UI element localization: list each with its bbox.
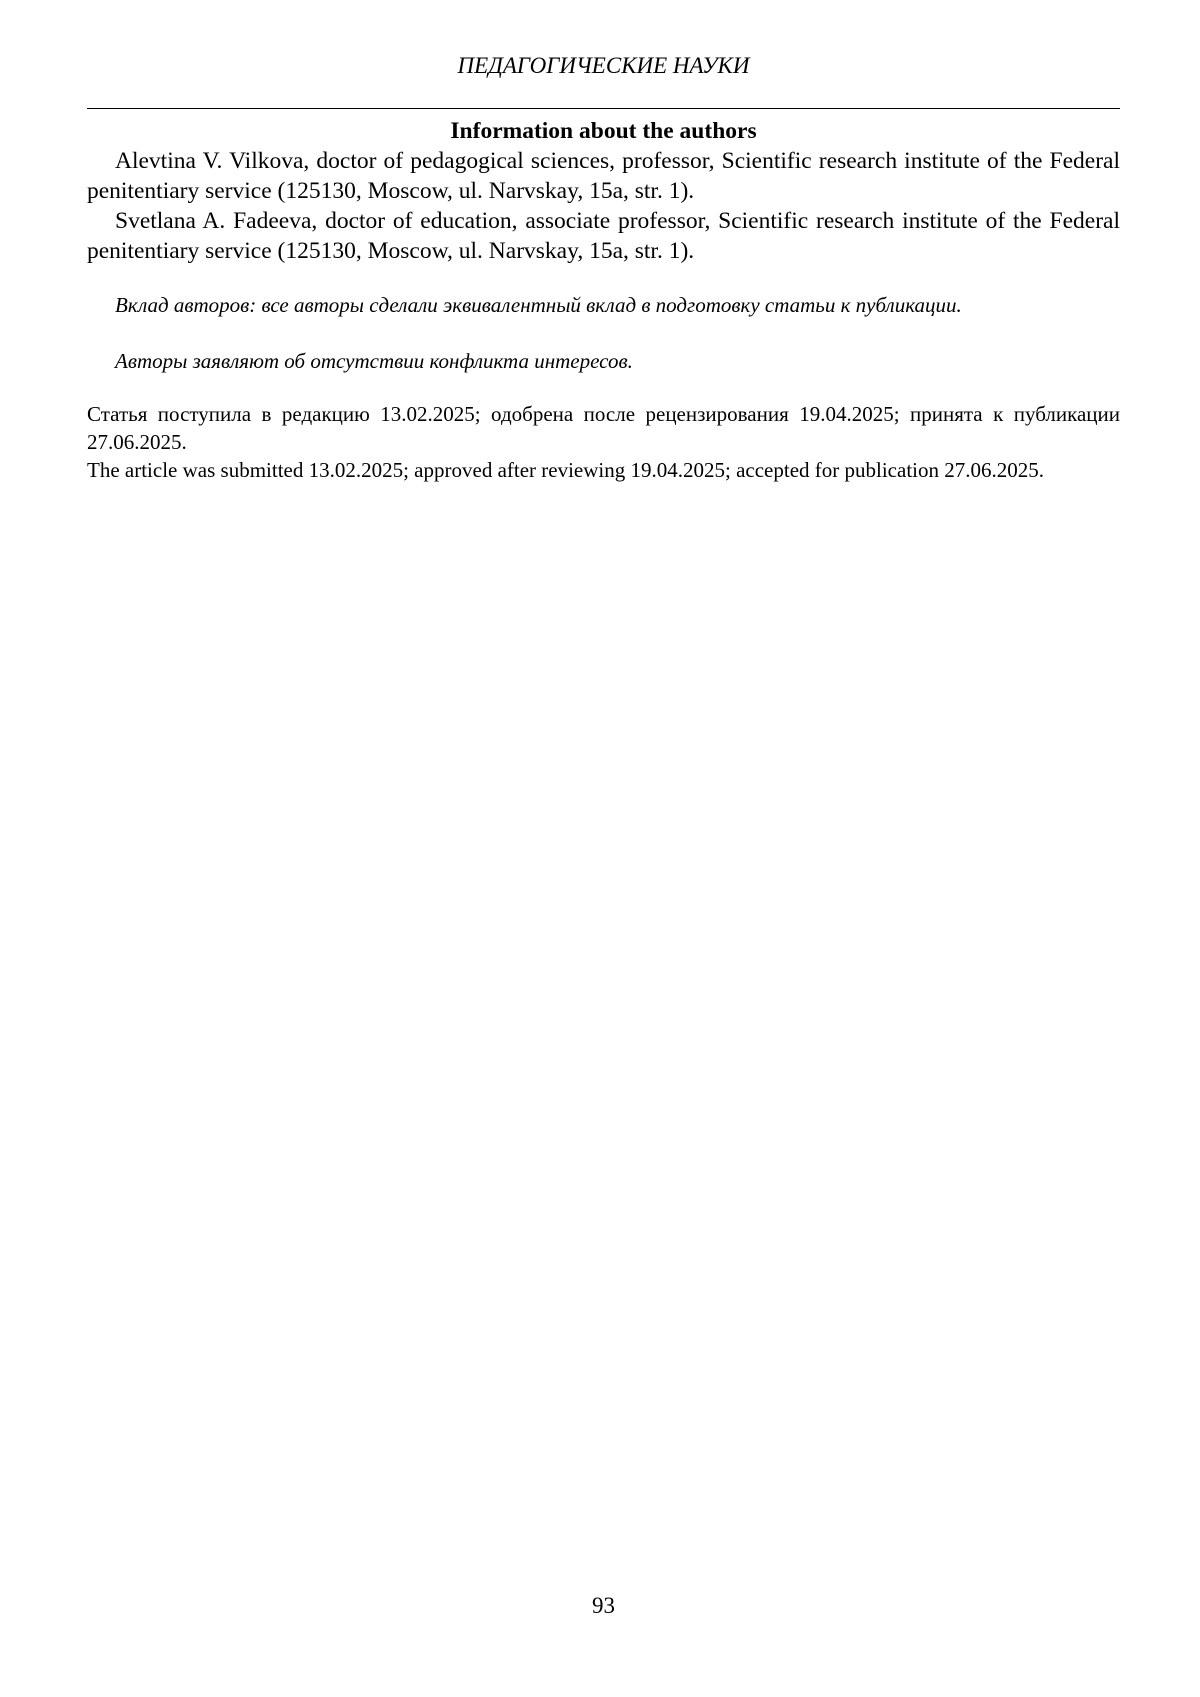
article-dates-english: The article was submitted 13.02.2025; approved after reviewing 19.04.2025; accepted for publication 27.06.2025. — [87, 458, 1044, 482]
journal-page — [87, 0, 1120, 1697]
conflict-of-interest-note: Авторы заявляют об отсутствии конфликта интересов. — [115, 349, 633, 373]
author-info-vilkova: Alevtina V. Vilkova, doctor of pedagogical sciences, professor, Scientific research institute of the Federal penitentiary service (125130, Moscow, ul. Narvskay, 15a, str. 1). — [87, 148, 1120, 204]
author-info-fadeeva: Svetlana A. Fadeeva, doctor of education, associate professor, Scientific research institute of the Federal penitentiary service (125130, Moscow, ul. Narvskay, 15a, str. 1). — [87, 208, 1120, 264]
main-content — [87, 116, 1120, 484]
running-header: ПЕДАГОГИЧЕСКИЕ НАУКИ — [457, 53, 750, 78]
page-number: 93 — [592, 1593, 615, 1618]
header-divider — [87, 108, 1120, 109]
authors-contribution-note: Вклад авторов: все авторы сделали эквивалентный вклад в подготовку статьи к публикации. — [115, 293, 962, 317]
article-dates — [87, 400, 1120, 484]
authors-section-title: Information about the authors — [450, 118, 757, 144]
article-dates-russian: Статья поступила в редакцию 13.02.2025; одобрена после рецензирования 19.04.2025; принята к публикации 27.06.2025. — [87, 402, 1120, 454]
